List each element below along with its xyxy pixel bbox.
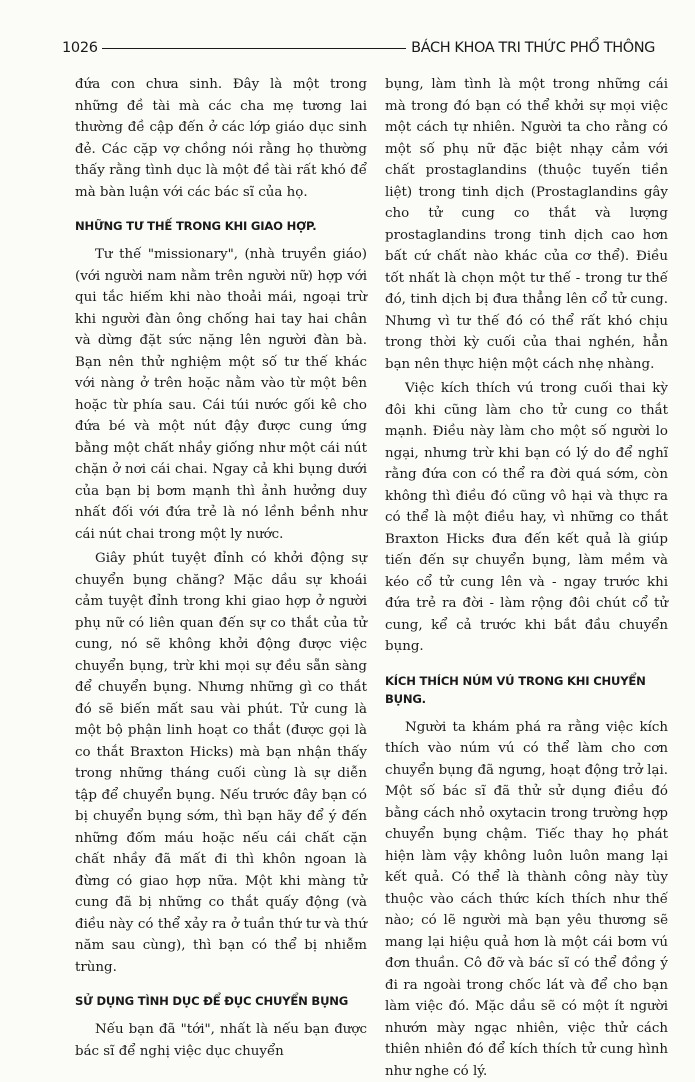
paragraph: Việc kích thích vú trong cuối thai kỳ đôi khi cũng làm cho tử cung co thắt mạnh. Điều này làm cho một số người lo ngại, nhưng trừ khi bạn có lý do để nghĩ rằng đứa con có thể ra đời quá sớm, còn không thì điều đó cũng vô hại và thực ra có thể là một điều hay, vì những co thắt Braxton Hicks đưa đến kết quả là giúp tiến đến sự chuyển bụng, làm mềm và kéo cổ tử cung lên và - ngay trước khi đứa trẻ ra đời - làm rộng đôi chút cổ tử cung, kể cả trước khi bắt đầu chuyển bụng.: [385, 378, 668, 658]
right-column: [385, 74, 668, 1082]
paragraph: Nếu bạn đã "tới", nhất là nếu bạn được bác sĩ để nghị việc dục chuyển: [75, 1019, 367, 1062]
left-column: [75, 74, 367, 1062]
page-number: 1026: [62, 40, 98, 56]
paragraph: Giây phút tuyệt đỉnh có khởi động sự chuyển bụng chăng? Mặc dầu sự khoái cảm tuyệt đỉnh trong khi giao hợp ở người phụ nữ có liên quan đến sự co thắt của tử cung, nó sẽ không khởi động được việc chuyển bụng, trừ khi mọi sự đều sẵn sàng để chuyển bụng. Nhưng những gì co thắt đó sẽ biến mất sau vài phút. Tử cung là một bộ phận linh hoạt co thắt (được gọi là co thắt Braxton Hicks) mà bạn nhận thấy trong những tháng cuối cùng là sự diễn tập để chuyển bụng. Nếu trước đây bạn có bị chuyển bụng sớm, thì bạn hãy để ý đến những đốm máu hoặc nếu cái chất cặn chất nhầy đã mất đi thì khôn ngoan là đừng có giao hợp nữa. Một khi màng tử cung đã bị những co thắt quấy động (và điều này có thể xảy ra ở tuần thứ tư và thứ năm sau cùng), thì bạn có thể bị nhiễm trùng.: [75, 548, 367, 978]
paragraph: đứa con chưa sinh. Đây là một trong những đề tài mà các cha mẹ tương lai thường đề cập đến ở các lớp giáo dục sinh đẻ. Các cặp vợ chồng nói rằng họ thường thấy rằng tình dục là một đề tài rất khó để mà bàn luận với các bác sĩ của họ.: [75, 74, 367, 203]
section-heading: SỬ DỤNG TÌNH DỤC ĐỂ ĐỤC CHUYỂN BỤNG: [75, 992, 367, 1010]
paragraph: bụng, làm tình là một trong những cái mà trong đó bạn có thể khởi sự mọi việc một cách tự nhiên. Người ta cho rằng có một số phụ nữ đặc biệt nhạy cảm với chất prostaglandins (thuộc tuyến tiền liệt) trong tinh dịch (Prostaglandins gây cho tử cung co thắt và lượng prostaglandins trong tinh dịch cao hơn bất cứ chất nào khác của cơ thể). Điều tốt nhất là chọn một tư thế - trong tư thế đó, tinh dịch bị đưa thẳng lên cổ tử cung. Nhưng vì tư thế đó có thể rất khó chịu trong thời kỳ cuối của thai nghén, hẳn bạn nên thực hiện một cách nhẹ nhàng.: [385, 74, 668, 375]
running-title: BÁCH KHOA TRI THỨC PHỔ THÔNG: [411, 40, 655, 56]
paragraph: Người ta khám phá ra rằng việc kích thích vào núm vú có thể làm cho cơn chuyển bụng đã ngưng, hoạt động trở lại. Một số bác sĩ đã thử sử dụng điều đó bằng cách nhỏ oxytacin trong trường hợp chuyển bụng chậm. Tiếc thay họ phát hiện làm vậy không luôn luôn mang lại kết quả. Có thể là thành công này tùy thuộc vào cách thức kích thích như thế nào; có lẽ người mà bạn yêu thương sẽ mang lại hiệu quả hơn là một cái bơm vú đơn thuần. Cô đỡ và bác sĩ có thể đồng ý đi ra ngoài trong chốc lát và để cho bạn làm việc đó. Mặc dầu sẽ có một ít người nhướn mày ngạc nhiên, việc thử cách thiên nhiên đó để kích thích tử cung hình như nghe có lý.: [385, 717, 668, 1082]
header-rule: [102, 48, 406, 49]
paragraph: Tư thế "missionary", (nhà truyền giáo) (với người nam nằm trên người nữ) hợp với qui tắc hiếm khi nào thoải mái, ngoại trừ khi người đàn ông chống hai tay hai chân và dừng đặt sức nặng lên người đàn bà. Bạn nên thử nghiệm một số tư thế khác với nàng ở trên hoặc nằm vào từ một bên hoặc từ phía sau. Cái túi nước gối kê cho đứa bé và một nút đậy được cung ứng bằng một chất nhầy giống như một cái nút chặn ở nơi cái chai. Ngay cả khi bụng dưới của bạn bị bơm mạnh thì ảnh hưởng duy nhất đối với đứa trẻ là nó lềnh bềnh như cái nút chai trong một ly nước.: [75, 244, 367, 545]
section-heading: NHỮNG TƯ THẾ TRONG KHI GIAO HỢP.: [75, 217, 367, 235]
page-header: [62, 38, 655, 58]
section-heading: KÍCH THÍCH NÚM VÚ TRONG KHI CHUYỂN BỤNG.: [385, 672, 668, 708]
